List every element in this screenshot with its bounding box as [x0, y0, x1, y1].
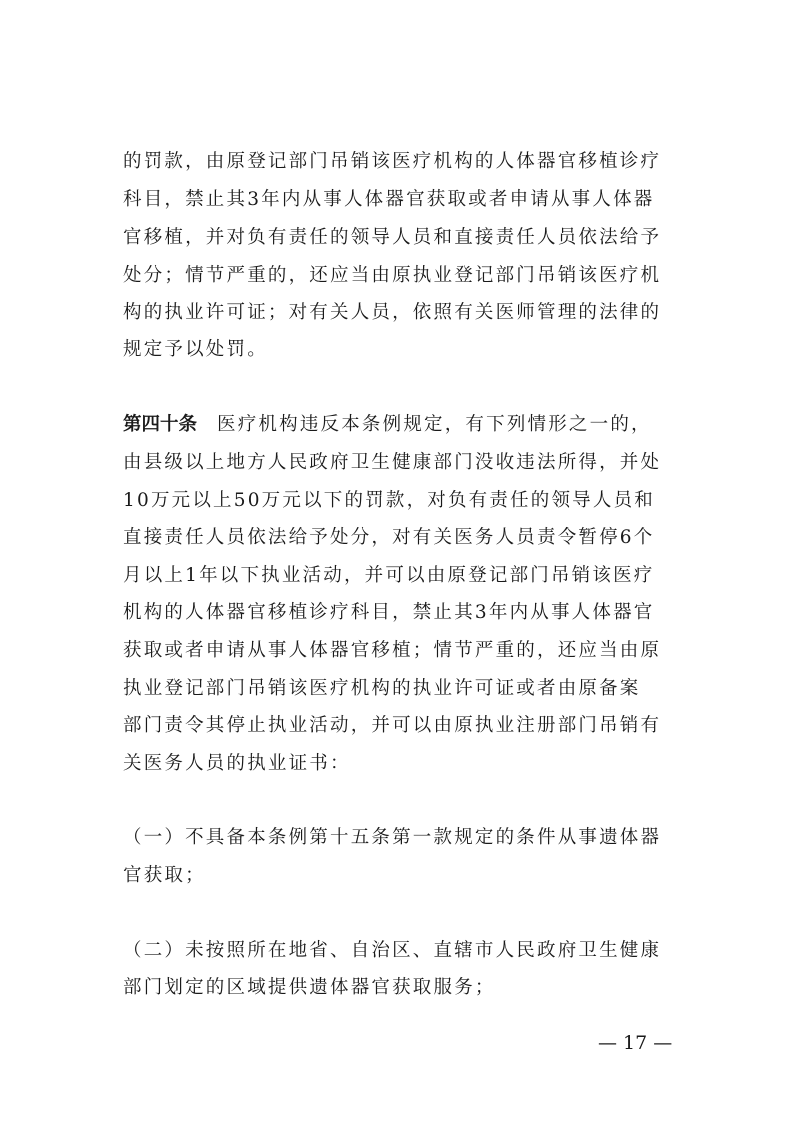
paragraph-line: 10万元以上50万元以下的罚款，对负有责任的领导人员和	[123, 490, 655, 511]
list-item-line: 官获取；	[123, 865, 206, 886]
list-item-line: （一）不具备本条例第十五条第一款规定的条件从事遗体器	[123, 827, 662, 848]
paragraph-line: 官移植，并对负有责任的领导人员和直接责任人员依法给予	[123, 227, 662, 248]
paragraph-line: 规定予以处罚。	[123, 339, 268, 360]
paragraph-line: 由县级以上地方人民政府卫生健康部门没收违法所得，并处	[123, 452, 662, 473]
paragraph-line: 获取或者申请从事人体器官移植；情节严重的，还应当由原	[123, 640, 662, 661]
article-first-line	[123, 410, 671, 440]
article-heading: 第四十条	[123, 414, 198, 435]
paragraph-line: 部门责令其停止执业活动，并可以由原执业注册部门吊销有	[123, 715, 662, 736]
list-item-line: 部门划定的区域提供遗体器官获取服务；	[123, 977, 496, 998]
paragraph-line: 执业登记部门吊销该医疗机构的执业许可证或者由原备案	[123, 678, 641, 699]
paragraph-line: 关医务人员的执业证书：	[123, 753, 351, 774]
paragraph-line: 科目，禁止其3年内从事人体器官获取或者申请从事人体器	[123, 189, 655, 210]
list-item-line: （二）未按照所在地省、自治区、直辖市人民政府卫生健康	[123, 940, 662, 961]
paragraph-line: 月以上1年以下执业活动，并可以由原登记部门吊销该医疗	[123, 565, 655, 586]
paragraph-line: 机构的人体器官移植诊疗科目，禁止其3年内从事人体器官	[123, 602, 655, 623]
article-first-line-text: 医疗机构违反本条例规定，有下列情形之一的，	[217, 414, 652, 435]
paragraph-line: 的罚款，由原登记部门吊销该医疗机构的人体器官移植诊疗	[123, 151, 662, 172]
page-number: — 17 —	[598, 1032, 673, 1054]
paragraph-line: 处分；情节严重的，还应当由原执业登记部门吊销该医疗机	[123, 265, 662, 286]
paragraph-line: 构的执业许可证；对有关人员，依照有关医师管理的法律的	[123, 302, 662, 323]
paragraph-line: 直接责任人员依法给予处分，对有关医务人员责令暂停6个	[123, 527, 655, 548]
